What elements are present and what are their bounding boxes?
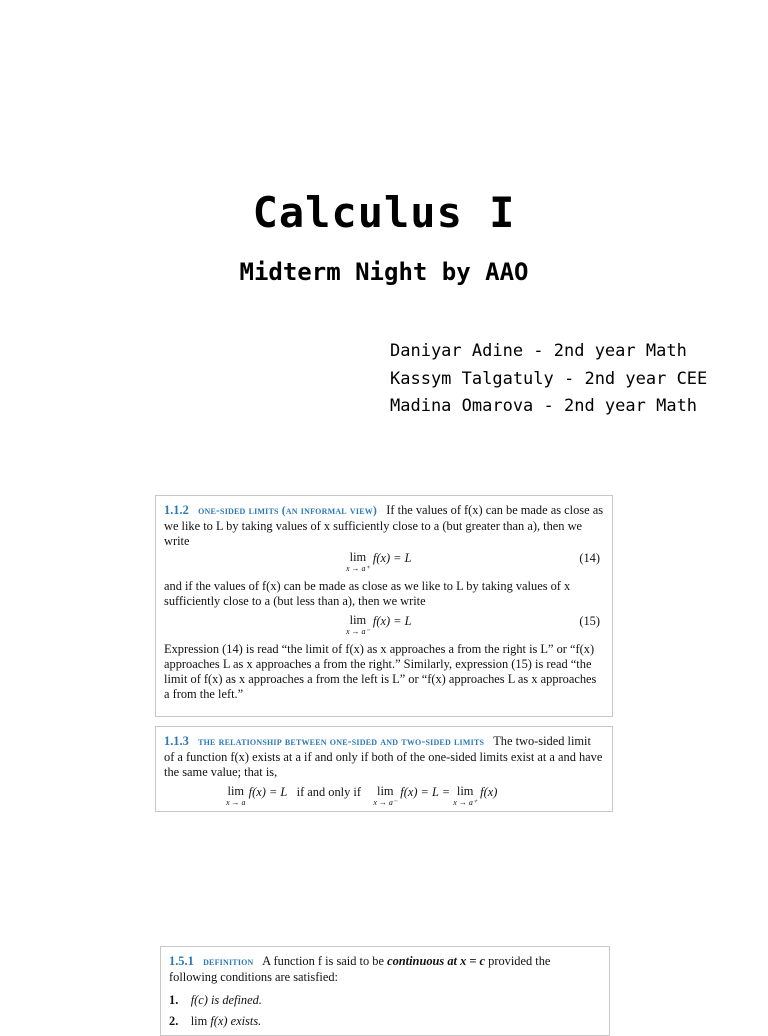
box-paragraph <box>164 503 604 549</box>
author-line: Madina Omarova - 2nd year Math <box>390 396 698 416</box>
paragraph-text: A function f is said to be <box>262 954 384 968</box>
definition-box-one-sided-limits <box>155 495 613 717</box>
lim-operator: lim <box>227 784 245 798</box>
lim-subscript: x → a⁻ <box>373 798 398 807</box>
section-heading: one-sided limits (an informal view) <box>198 505 377 517</box>
section-number: 1.1.2 <box>164 503 189 517</box>
list-number: 1. <box>169 993 179 1007</box>
paragraph-text: If the values of f(x) can be made as close as we like to L by taking values of x sufficiently close to a (but greater than a), then we write <box>164 503 604 548</box>
paragraph-text: provided the following conditions are satisfied: <box>169 954 551 984</box>
equation-expression: f(x) = L <box>372 551 412 565</box>
lim-operator: lim <box>456 784 474 798</box>
list-number: 2. <box>169 1014 179 1028</box>
lim-subscript: x → a⁻ <box>346 627 370 636</box>
iff-text: if and only if <box>296 785 361 799</box>
definition-box-continuity <box>160 946 610 1036</box>
emphasis-text: continuous at x = c <box>387 954 486 968</box>
section-heading: definition <box>203 956 254 968</box>
equation-14 <box>164 551 604 577</box>
section-number: 1.1.3 <box>164 734 189 748</box>
equation-15 <box>164 614 604 640</box>
lim-subscript: x → a <box>226 798 246 807</box>
lim-operator: lim <box>349 550 367 564</box>
equation-number: (14) <box>579 551 600 565</box>
list-text: f(x) exists. <box>210 1014 262 1028</box>
box-paragraph: and if the values of f(x) can be made as close as we like to L by taking values of x sufficiently close to a (but less than a), then we write <box>164 579 571 608</box>
lim-subscript: x → a⁺ <box>453 798 478 807</box>
cover-title: Calculus I <box>252 188 516 237</box>
box-paragraph <box>164 734 604 780</box>
author-line: Kassym Talgatuly - 2nd year CEE <box>390 368 708 389</box>
list-item <box>169 1014 601 1029</box>
lim-operator: lim <box>349 613 367 627</box>
equation-expression: f(x) <box>480 785 498 799</box>
equation-expression: f(x) = L <box>248 785 288 799</box>
section-number: 1.5.1 <box>169 954 194 968</box>
list-text: f(c) is defined. <box>190 993 262 1007</box>
section-heading: the relationship between one-sided and two-sided limits <box>198 736 485 748</box>
lim-operator: lim <box>377 784 394 798</box>
box-paragraph: Expression (14) is read “the limit of f(x) as x approaches a from the right is L” or “f(x) approaches L as x approaches a from the right.” Similarly, expression (15) is read “the limit of f(x) as x approaches a from the left is L” or “f(x) approaches L as x approaches a from the left.” <box>164 642 597 701</box>
author-list <box>390 338 707 421</box>
list-item <box>169 993 601 1008</box>
paragraph-text: The two-sided limit of a function f(x) exists at a if and only if both of the one-sided limits exist at a and have the same value; that is, <box>164 734 603 779</box>
author-line: Daniyar Adine - 2nd year Math <box>390 341 687 361</box>
equation-expression: f(x) = L = <box>400 785 451 799</box>
equation-iff <box>164 785 604 811</box>
lim-subscript: x → a⁺ <box>346 564 370 573</box>
cover-subtitle: Midterm Night by AAO <box>239 258 529 286</box>
equation-expression: f(x) = L <box>372 614 412 628</box>
definition-box-one-and-two-sided-limits <box>155 726 613 812</box>
box-paragraph <box>169 954 601 985</box>
lim-operator: lim <box>190 1014 208 1028</box>
equation-number: (15) <box>579 614 600 628</box>
